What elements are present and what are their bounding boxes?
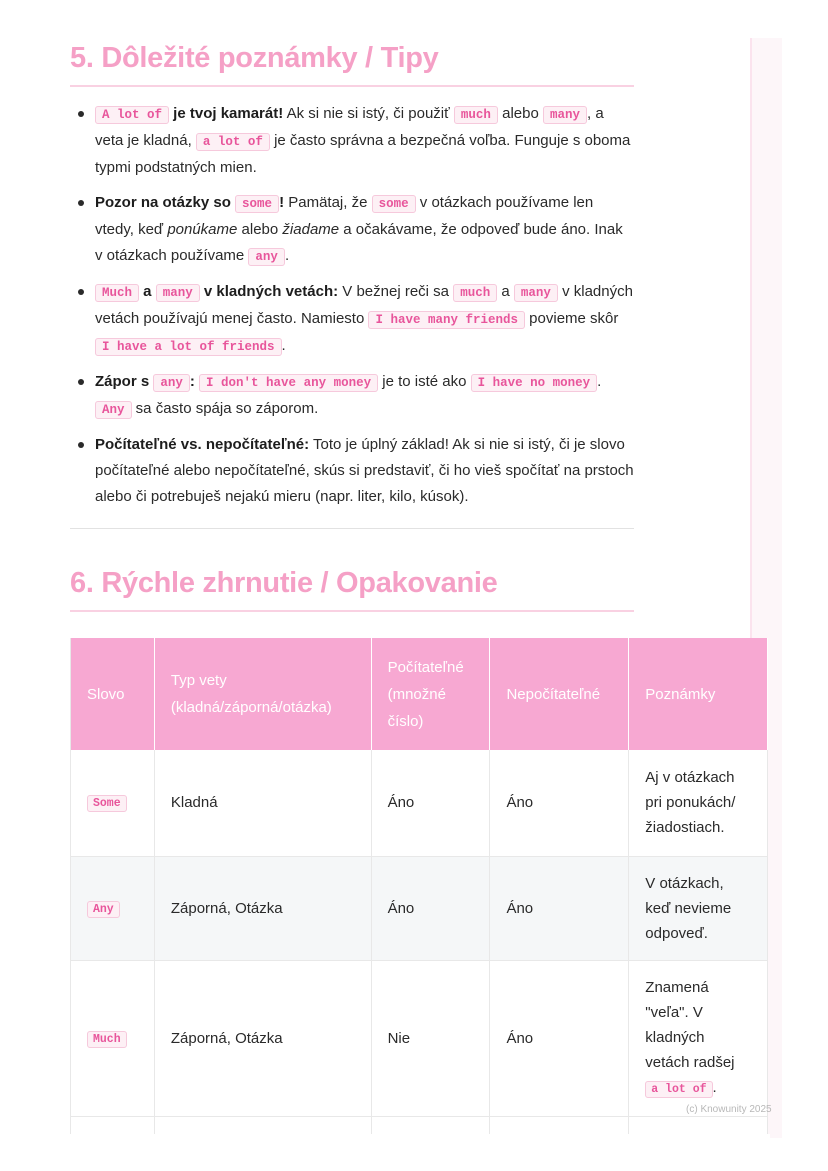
code-snippet: some [372, 195, 416, 213]
cell-countable: Áno [371, 750, 490, 856]
page-bottom-fade [68, 1134, 770, 1171]
note-code: a lot of [645, 1081, 712, 1098]
code-snippet: I have a lot of friends [95, 338, 282, 356]
cell-note [629, 960, 768, 1116]
code-snippet: many [156, 284, 200, 302]
tip-text: alebo [497, 105, 543, 122]
column-header-uncountable: Nepočítateľné [490, 638, 629, 750]
code-snippet: I have many friends [368, 311, 525, 329]
tip-text: V bežnej reči sa [338, 283, 454, 300]
word-code: Much [87, 1031, 127, 1048]
tip-item-3 [70, 279, 634, 360]
column-header-countable: Počítateľné (množné číslo) [371, 638, 490, 750]
cell-type: Kladná [154, 750, 371, 856]
copyright-footer: (c) Knowunity 2025 [686, 1104, 772, 1115]
tip-bold: Počítateľné vs. nepočítateľné: [95, 436, 310, 453]
tip-item-4 [70, 369, 634, 423]
column-header-sentence-type: Typ vety (kladná/záporná/otázka) [154, 638, 371, 750]
table-row [71, 856, 768, 960]
tip-bold: Zápor s [95, 373, 154, 390]
tip-bold: : [189, 373, 195, 390]
cell-uncountable: Áno [490, 750, 629, 856]
column-header-word: Slovo [71, 638, 155, 750]
tip-text: , a veta je kladná, [95, 105, 604, 149]
cell-uncountable: Áno [490, 960, 629, 1116]
tip-italic: ponúkame [167, 221, 238, 238]
section-5-title: 5. Dôležité poznámky / Tipy [70, 42, 634, 87]
tip-bold: je tvoj kamarát! [169, 105, 284, 122]
table-header-row [71, 638, 768, 750]
tip-item-2 [70, 190, 634, 270]
tip-text: alebo [237, 221, 283, 238]
note-text-end: . [712, 1078, 717, 1096]
code-snippet: a lot of [196, 133, 270, 151]
word-code: Any [87, 901, 120, 918]
tip-text: v kladných vetách používajú menej často. Namiesto [95, 283, 633, 327]
tip-text: a [497, 283, 514, 300]
tip-text: povieme skôr [525, 310, 619, 327]
code-snippet: any [153, 374, 190, 392]
cell-word [71, 960, 155, 1116]
tip-item-1 [70, 101, 634, 181]
cell-uncountable: Áno [490, 856, 629, 960]
word-code: Some [87, 795, 127, 812]
tip-text: . [597, 373, 602, 390]
cell-countable: Nie [371, 960, 490, 1116]
section-divider [70, 528, 634, 529]
code-snippet: I don't have any money [199, 374, 378, 392]
table-row [71, 960, 768, 1116]
code-snippet: much [453, 284, 497, 302]
summary-table [70, 638, 768, 1157]
cell-note: V otázkach, keď nevieme odpoveď. [629, 856, 768, 960]
document-content [70, 38, 770, 1157]
code-snippet: Any [95, 401, 132, 419]
table-row [71, 750, 768, 856]
tip-bold: a [139, 283, 156, 300]
tip-text: je to isté ako [378, 373, 471, 390]
note-text: Znamená "veľa". V kladných vetách radšej [645, 978, 735, 1071]
code-snippet: Much [95, 284, 139, 302]
tip-text: Ak si nie si istý, či použiť [283, 105, 454, 122]
tip-text: v otázkach používame len vtedy, keď [95, 194, 594, 238]
tip-text: Pamätaj, že [284, 194, 372, 211]
tip-text: a očakávame, že odpoveď bude áno. Inak v otázkach používame [95, 221, 623, 264]
code-snippet: much [454, 106, 498, 124]
tip-text: je často správna a bezpečná voľba. Funguje s oboma typmi podstatných mien. [95, 132, 631, 176]
tip-text: Toto je úplný základ! Ak si nie si istý, či je slovo počítateľné alebo nepočítateľné, skús si predstaviť, či ho vieš spočítať na prstoch alebo či potrebuješ nejakú mieru (napr. liter, kilo, kúsok). [95, 436, 634, 505]
code-snippet: I have no money [471, 374, 598, 392]
code-snippet: any [248, 248, 285, 266]
tip-italic: žiadame [282, 221, 340, 238]
code-snippet: some [235, 195, 279, 213]
tip-bold: Pozor na otázky so [95, 194, 236, 211]
tip-item-5 [70, 432, 634, 510]
section-6-title: 6. Rýchle zhrnutie / Opakovanie [70, 567, 634, 612]
tip-text: . [284, 247, 290, 264]
cell-type: Záporná, Otázka [154, 856, 371, 960]
tip-bold: v kladných vetách: [199, 283, 339, 300]
code-snippet: A lot of [95, 106, 169, 124]
cell-type: Záporná, Otázka [154, 960, 371, 1116]
tip-text: sa často spája so záporom. [131, 400, 319, 417]
tip-text: . [281, 337, 286, 354]
cell-note: Aj v otázkach pri ponukách/ žiadostiach. [629, 750, 768, 856]
code-snippet: many [514, 284, 558, 302]
tip-bold: ! [279, 194, 285, 211]
cell-countable: Áno [371, 856, 490, 960]
tips-list [70, 101, 634, 510]
cell-word [71, 856, 155, 960]
code-snippet: many [543, 106, 587, 124]
cell-word [71, 750, 155, 856]
column-header-notes: Poznámky [629, 638, 768, 750]
